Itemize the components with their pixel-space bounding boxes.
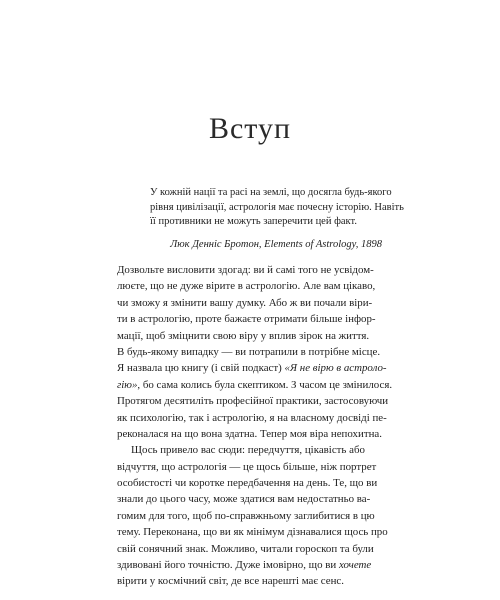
paragraph-line: Дозвольте висловити здогад: ви й самі того не усвідом- [117, 264, 374, 276]
epigraph-attribution: Люк Денніс Бротон, Elements of Astrology, 1898 [170, 239, 382, 250]
book-title-italic: гію» [117, 378, 138, 391]
text-run: Я назвала цю книгу (і свій подкаст) [117, 362, 285, 375]
epigraph-quote [150, 186, 404, 230]
body-text [117, 262, 393, 590]
chapter-title: Вступ [208, 112, 292, 145]
paragraph-line: люєте, що не дуже вірите в астрологію. Але вам цікаво, [117, 280, 376, 293]
paragraph-line: знали до цього часу, може здатися вам недостатньо ва- [117, 493, 371, 506]
paragraph-line: чи зможу я змінити вашу думку. Або ж ви почали віри- [117, 296, 373, 309]
epigraph-line: її противники не можуть заперечити цей факт. [150, 216, 357, 228]
paragraph-line: Щось привело вас сюди: передчуття, цікавість або [131, 444, 365, 457]
paragraph-line: вірити у космічний світ, де все нарешті має сенс. [117, 575, 344, 588]
text-run: здивовані його точністю. Дуже імовірно, що ви [117, 559, 339, 572]
paragraph-line: відчуття, що астрологія — це щось більше, ніж портрет [117, 460, 377, 473]
paragraph-line: В будь-якому випадку — ви потрапили в потрібне місце. [117, 345, 381, 358]
paragraph-line: тему. Переконана, що ви як мінімум дізнавалися щось про [117, 526, 388, 539]
paragraph-line: гомим для того, щоб по-справжньому заглибитися в цю [117, 509, 375, 522]
emphasis-italic: хочете [338, 559, 372, 572]
paragraph-line [117, 557, 385, 573]
paragraph-line: особистості чи коротке передбачення на день. Те, що ви [117, 477, 378, 490]
epigraph-line: У кожній нації та расі на землі, що досягла будь-якого [150, 187, 392, 198]
text-run: , бо сама колись була скептиком. З часом це змінилося. [137, 378, 393, 391]
paragraph-line: ти в астрологію, проте бажаєте отримати більше інфор- [117, 313, 376, 326]
paragraph-line: Протягом десятиліть професійної практики, застосовуючи [117, 395, 389, 408]
epigraph-line: рівня цивілізації, астрологія має почесну історію. Навіть [150, 201, 404, 213]
paragraph-line: свій сонячний знак. Можливо, читали гороскоп та були [117, 542, 374, 555]
paragraph-line [117, 360, 385, 376]
book-title-italic: «Я не вірю в астроло- [284, 362, 387, 375]
paragraph-line [117, 377, 393, 393]
paragraph-line: як психологію, так і астрологію, я на власному досвіді пе- [117, 411, 387, 424]
paragraph-line: мації, щоб зміцнити свою віру у вплив зірок на життя. [117, 329, 370, 342]
paragraph-line: реконалася на що вона здатна. Тепер моя віра непохитна. [117, 427, 382, 440]
